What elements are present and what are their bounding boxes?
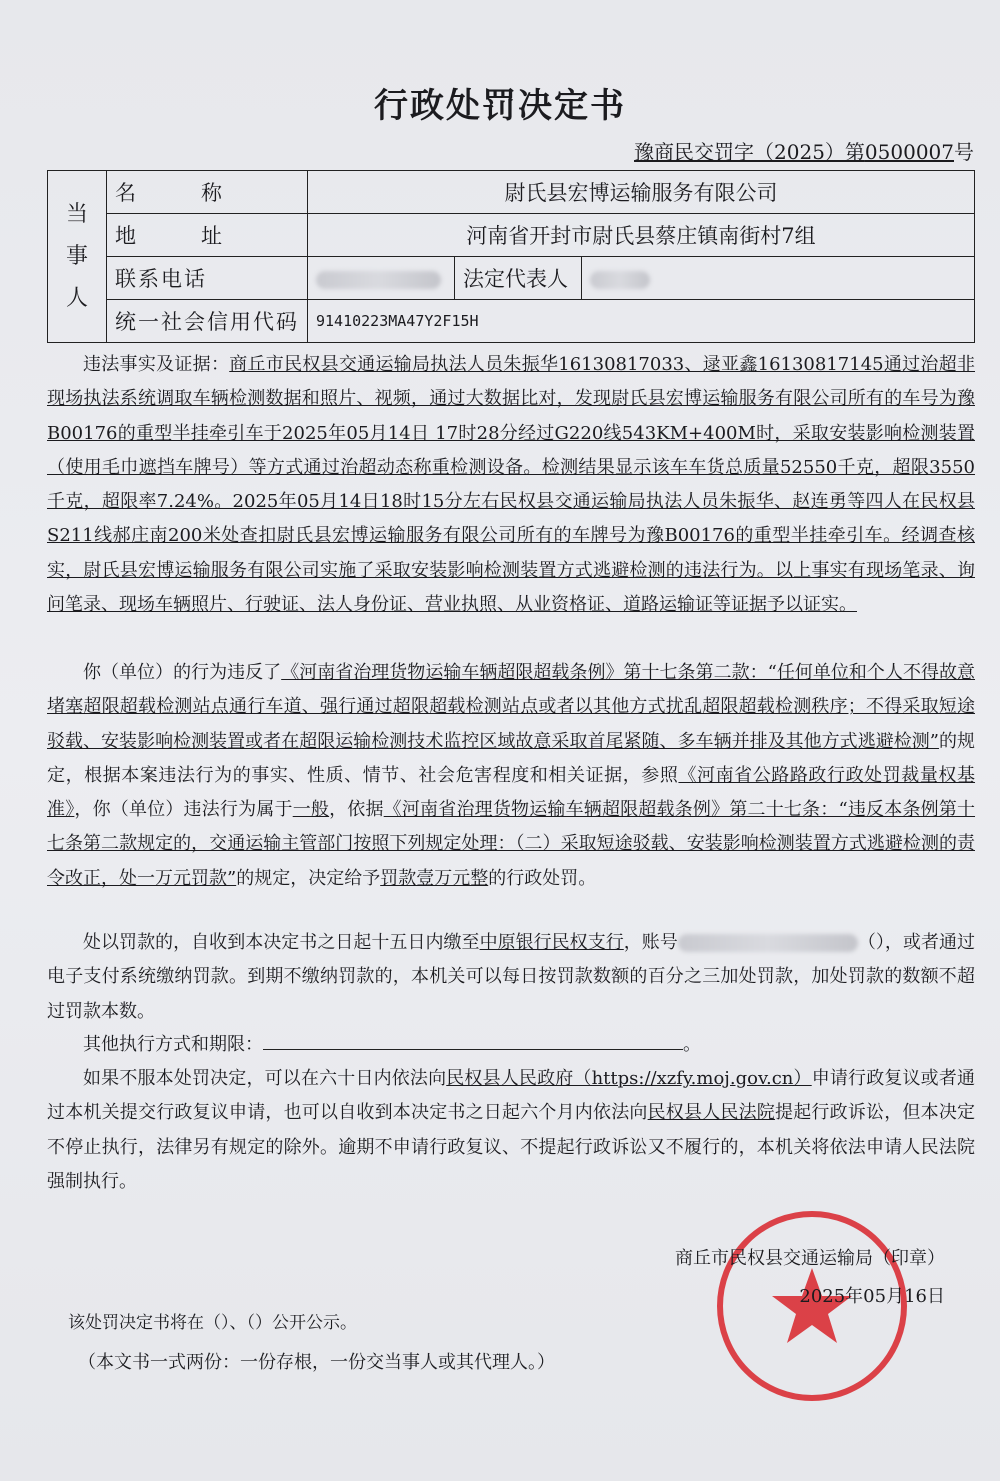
appeal-text: 如果不服本处罚决定，可以在六十日内依法向: [83, 1068, 447, 1089]
name-label: 名 称: [107, 171, 308, 214]
side-char-2: 事: [65, 243, 88, 269]
other-enforcement-label: 其他执行方式和期限：: [83, 1034, 263, 1055]
publicity-note: 该处罚决定书将在（）、（）公开公示。: [68, 1313, 357, 1333]
facts-lead: 违法事实及证据：: [83, 354, 230, 375]
credit-code: 91410223MA47Y2F15H: [308, 300, 975, 343]
legal-rep-redacted: [582, 257, 975, 300]
violation-text: 的行政处罚。: [488, 867, 597, 889]
violation-section: [47, 656, 975, 896]
party-name: 尉氏县宏博运输服务有限公司: [308, 171, 975, 214]
address-label: 地 址: [107, 214, 308, 257]
violation-text: 你（单位）的行为违反了: [83, 662, 282, 683]
legal-rep-label: 法定代表人: [455, 257, 582, 300]
doc-number-prefix: 豫商民交罚字（2025）第: [634, 140, 865, 164]
copies-note: （本文书一式两份：一份存根，一份交当事人或其代理人。）: [78, 1352, 555, 1373]
issue-date: 2025年05月16日: [799, 1286, 945, 1307]
doc-number-value: 0500007: [864, 140, 954, 164]
side-char-3: 人: [65, 285, 88, 311]
violated-law: 《河南省治理货物运输车辆超限超载条例》第十七条第二款：“任何单位和个人不得故意堵塞超限超载检测站点通行车道、强行通过超限超载检测站点或者以其他方式扰乱超限超载检测秩序；不得采取短途驳载、安装影响检测装置或者在超限运输检测技术监控区域故意采取首尾紧随、多车辆并排及其他方式逃避检测”: [47, 662, 976, 752]
issuing-org: 商丘市民权县交通运输局（印章）: [675, 1248, 945, 1269]
violation-level: 一般: [292, 799, 330, 821]
appeal-text: 提起行政诉讼，但本决定不停止执行，法律另有规定的除外。逾期不申请行政复议、不提起行政诉讼又不履行的，本机关将依法申请人民法院强制执行。: [47, 1102, 976, 1192]
phone-label: 联系电话: [107, 257, 308, 300]
party-address: 河南省开封市尉氏县蔡庄镇南街村7组: [308, 214, 975, 257]
penalty-amount: 罚款壹万元整: [380, 867, 489, 889]
review-authority: 民权县人民政府（https://xzfy.moj.gov.cn）: [446, 1068, 812, 1089]
credit-code-label: 统一社会信用代码: [107, 300, 308, 343]
redaction-blur: [316, 271, 441, 289]
violation-text: ，你（单位）违法行为属于: [74, 799, 293, 821]
violation-text: 的规定，决定给予: [236, 867, 381, 889]
payment-text: 处以罚款的，自收到本决定书之日起十五日内缴至: [83, 932, 480, 953]
account-redacted: [678, 934, 858, 952]
payment-section: [47, 926, 975, 1029]
party-side-label: [48, 171, 107, 343]
payment-text: ，账号: [623, 932, 678, 953]
payment-bank: 中原银行民权支行: [479, 932, 624, 953]
facts-section: [47, 348, 975, 622]
blank-line: [263, 1031, 683, 1050]
other-section: [47, 1028, 975, 1062]
redaction-blur: [590, 271, 650, 289]
document-title: 行政处罚决定书: [374, 86, 626, 126]
court-name: 民权县人民法院: [647, 1102, 776, 1124]
signature-block: [675, 1240, 945, 1316]
violation-text: ，依据: [329, 799, 384, 821]
side-char-1: 当: [65, 201, 88, 227]
doc-number-suffix: 号: [954, 140, 974, 164]
payment-text: （），或者通过电子支付系统缴纳罚款。到期不缴纳罚款的，本机关可以每日按罚款数额的百分之三加处罚款，加处罚款的数额不超过罚款本数。: [47, 932, 976, 1022]
violation-text: 的规定，根据本案违法行为的事实、性质、情节、社会危害程度和相关证据，参照: [47, 730, 975, 786]
other-end: 。: [683, 1034, 701, 1055]
appeal-section: [47, 1062, 975, 1199]
facts-text: 商丘市民权县交通运输局执法人员朱振华16130817033、逯亚鑫16130817145通过治超非现场执法系统调取车辆检测数据和照片、视频，通过大数据比对，发现尉氏县宏博运输服务有限公司所有的车号为豫B00176的重型半挂牵引车于2025年05月14日 17时28分经过G220线543KM+400M时，采取安装影响检测装置（使用毛巾遮挡车牌号）等方式通过治超动态称重检测设备。检测结果显示该车车货总质量52550千克，超限3550千克，超限率7.24%。2025年05月14日18时15分左右民权县交通运输局执法人员朱振华、赵连勇等四人在民权县S211线郝庄南200米处查扣尉氏县宏博运输服务有限公司所有的车牌号为豫B00176的重型半挂牵引车。经调查核实，尉氏县宏博运输服务有限公司实施了采取安装影响检测装置方式逃避检测的违法行为。以上事实有现场笔录、询问笔录、现场车辆照片、行驶证、法人身份证、营业执照、从业资格证、道路运输证等证据予以证实。: [47, 354, 975, 616]
party-phone-redacted: [308, 257, 455, 300]
party-info-table: [47, 170, 975, 343]
appeal-text: 申请行政复议或者通过本机关提交行政复议申请，也可以自收到本决定书之日起六个月内依法向: [47, 1068, 976, 1124]
discretion-standard: 《河南省公路路政行政处罚裁量权基准》: [47, 764, 976, 821]
document-number: [634, 136, 974, 165]
penalty-law: 《河南省治理货物运输车辆超限超载条例》第二十七条：“违反本条例第十七条第二款规定的，交通运输主管部门按照下列规定处理：（二）采取短途驳载、安装影响检测装置方式逃避检测的责令改正，处一万元罚款”: [47, 799, 976, 889]
